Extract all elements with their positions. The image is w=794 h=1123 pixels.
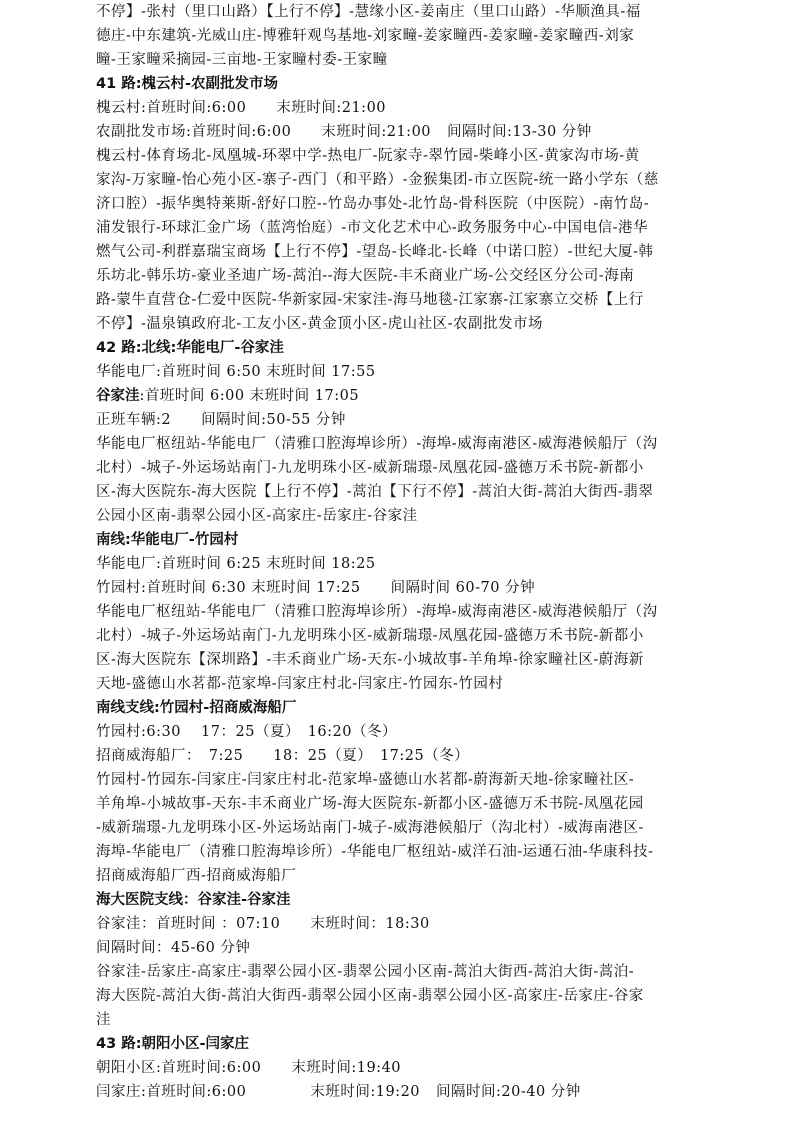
- schedule-line: 华能电厂:首班时间 6:25 末班时间 18:25: [96, 556, 376, 572]
- schedule-line: 农副批发市场:首班时间:6:00 末班时间:21:00 间隔时间:13-30 分钟: [96, 124, 592, 140]
- route-stops-line: 海埠-华能电厂（清雅口腔海埠诊所）-华能电厂枢纽站-威洋石油-运通石油-华康科技-: [96, 844, 654, 860]
- route-stops-line: 华能电厂枢纽站-华能电厂（清雅口腔海埠诊所）-海埠-威海南港区-威海港候船厅（沟: [96, 604, 658, 620]
- route-stops-line: 燃气公司-利群嘉瑞宝商场【上行不停】-望岛-长峰北-长峰（中诺口腔）-世纪大厦-韩: [96, 244, 654, 260]
- schedule-line: 竹园村:首班时间 6:30 末班时间 17:25 间隔时间 60-70 分钟: [96, 580, 536, 596]
- hospital-branch-title: 海大医院支线：谷家洼-谷家洼: [96, 892, 291, 908]
- route-stops-line: 家沟-万家疃-怡心苑小区-寨子-西门（和平路）-金猴集团-市立医院-统一路小学东（慈: [96, 172, 659, 188]
- route-42-title: 42 路:北线:华能电厂-谷家洼: [96, 340, 284, 356]
- route-stops-line: 公园小区南-翡翠公园小区-高家庄-岳家庄-谷家洼: [96, 508, 418, 524]
- route-stops-line: -威新瑞璟-九龙明珠小区-外运场站南门-城子-威海港候船厅（沟北村）-威海南港区-: [96, 820, 644, 836]
- route-stops-line: 区-海大医院东-海大医院【上行不停】-蒿泊【下行不停】-蒿泊大街-蒿泊大街西-翡翠: [96, 484, 654, 500]
- route-stops-line: 海大医院-蒿泊大街-蒿泊大街西-翡翠公园小区南-翡翠公园小区-高家庄-岳家庄-谷家: [96, 988, 644, 1004]
- route-stops-line: 济口腔）-振华奥特莱斯-舒好口腔--竹岛办事处-北竹岛-骨科医院（中医院）-南竹岛-: [96, 196, 650, 212]
- route-stops-line: 不停】-温泉镇政府北-工友小区-黄金顶小区-虎山社区-农副批发市场: [96, 316, 543, 332]
- route-stops-line: 谷家洼-岳家庄-高家庄-翡翠公园小区-翡翠公园小区南-蒿泊大街西-蒿泊大街-蒿泊-: [96, 964, 635, 980]
- route-43-title: 43 路:朝阳小区-闫家庄: [96, 1036, 250, 1052]
- route-stops-line: 路-蒙牛直营仓-仁爱中医院-华新家园-宋家洼-海马地毯-江家寨-江家寨立交桥【上行: [96, 292, 644, 308]
- schedule-line: 谷家洼：首班时间 ：07:10 末班时间：18:30: [96, 916, 430, 932]
- route-stops-line: 乐坊北-韩乐坊-豪业圣迪广场-蒿泊--海大医院-丰禾商业广场-公交经区分公司-海南: [96, 268, 635, 284]
- route-41-title: 41 路:槐云村-农副批发市场: [96, 76, 279, 92]
- route-stops-line: 北村）-城子-外运场站南门-九龙明珠小区-威新瑞璟-凤凰花园-盛德万禾书院-新都小: [96, 628, 644, 644]
- route-stops-line: 竹园村-竹园东-闫家庄-闫家庄村北-范家埠-盛德山水茗都-蔚海新天地-徐家疃社区-: [96, 772, 635, 788]
- schedule-line: 竹园村:6:30 17：25（夏） 16:20（冬）: [96, 724, 397, 740]
- schedule-line: 朝阳小区:首班时间:6:00 末班时间:19:40: [96, 1060, 402, 1076]
- south-line-title: 南线:华能电厂-竹园村: [96, 532, 239, 548]
- schedule-line: 槐云村:首班时间:6:00 末班时间:21:00: [96, 100, 387, 116]
- route-stops-line: 羊角埠-小城故事-天东-丰禾商业广场-海大医院东-新都小区-盛德万禾书院-凤凰花园: [96, 796, 644, 812]
- route-stops-line: 洼: [96, 1012, 111, 1028]
- schedule-line: 华能电厂:首班时间 6:50 末班时间 17:55: [96, 364, 376, 380]
- schedule-line: 闫家庄:首班时间:6:00 末班时间:19:20 间隔时间:20-40 分钟: [96, 1084, 581, 1100]
- route-stops-line: 浦发银行-环球汇金广场（蓝湾怡庭）-市文化艺术中心-政务服务中心-中国电信-港华: [96, 220, 648, 236]
- route-stops-line: 华能电厂枢纽站-华能电厂（清雅口腔海埠诊所）-海埠-威海南港区-威海港候船厅（沟: [96, 436, 658, 452]
- route-stops-line: 北村）-城子-外运场站南门-九龙明珠小区-威新瑞璟-凤凰花园-盛德万禾书院-新都小: [96, 460, 644, 476]
- route-stops-line: 天地-盛德山水茗都-范家埠-闫家庄村北-闫家庄-竹园东-竹园村: [96, 676, 504, 692]
- text-line: 疃-王家疃采摘园-三亩地-王家疃村委-王家疃: [96, 52, 388, 68]
- schedule-line: 谷家洼:首班时间 6:00 末班时间 17:05: [96, 388, 360, 404]
- route-stops-line: 区-海大医院东【深圳路】-丰禾商业广场-天东-小城故事-羊角埠-徐家疃社区-蔚海新: [96, 652, 644, 668]
- text-line: 德庄-中东建筑-光威山庄-博雅轩观鸟基地-刘家疃-姜家疃西-姜家疃-姜家疃西-刘家: [96, 28, 635, 44]
- schedule-line: 招商威海船厂： 7:25 18：25（夏） 17:25（冬）: [96, 748, 470, 764]
- timetable-page: [96, 0, 708, 1104]
- south-branch-title: 南线支线:竹园村-招商威海船厂: [96, 700, 297, 716]
- schedule-line: 正班车辆:2 间隔时间:50-55 分钟: [96, 412, 346, 428]
- route-stops-line: 槐云村-体育场北-凤凰城-环翠中学-热电厂-阮家寺-翠竹园-柴峰小区-黄家沟市场-黄: [96, 148, 640, 164]
- text-line: 不停】-张村（里口山路）【上行不停】-慧缘小区-姜南庄（里口山路）-华顺渔具-福: [96, 4, 641, 20]
- route-stops-line: 招商威海船厂西-招商威海船厂: [96, 868, 297, 884]
- schedule-line: 间隔时间：45-60 分钟: [96, 940, 251, 956]
